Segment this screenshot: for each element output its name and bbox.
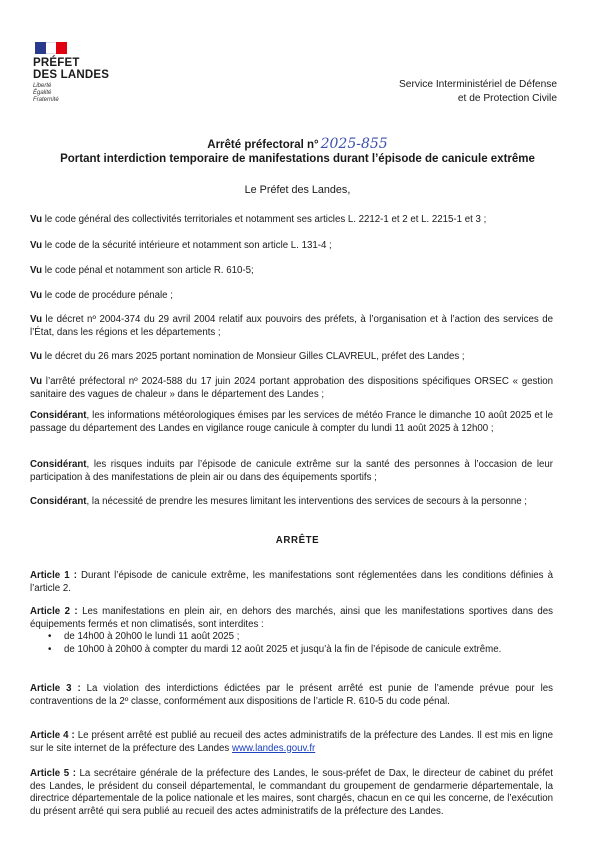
article-label: Article 2 : [30,606,78,617]
visa-label: Vu [30,314,43,325]
considerant-1 [30,410,553,435]
considerant-label: Considérant [30,496,87,507]
prefet-line: Le Préfet des Landes, [244,184,351,196]
visa-4 [30,290,553,303]
handwritten-number: 2025-855 [320,136,388,152]
article-label: Article 1 : [30,570,77,581]
prefecture-website-link[interactable]: www.landes.gouv.fr [231,742,316,754]
article-4 [30,730,553,755]
page-title [0,136,595,152]
page-subtitle: Portant interdiction temporaire de manifestations durant l’épisode de canicule extrême [60,153,535,165]
article-label: Article 3 : [30,683,81,694]
article-text: Durant l’épisode de canicule extrême, les manifestations sont réglementées dans les conditions définies à l’article 2. [30,570,553,594]
visa-label: Vu [30,265,43,276]
considerant-label: Considérant [30,410,87,421]
title-line1: Arrêté préfectoral n° [207,139,319,151]
visa-text: le code général des collectivités territoriales et notamment ses articles L. 2212-1 et 2 et L. 2215-1 et 3 ; [42,214,487,225]
list-item: • de 14h00 à 20h00 le lundi 11 août 2025 ; [48,631,553,644]
visa-label: Vu [30,376,43,387]
visa-text: le code pénal et notamment son article R. 610-5; [42,265,254,276]
visa-text: le décret du 26 mars 2025 portant nomination de Monsieur Gilles CLAVREUL, préfet des Landes ; [42,351,465,362]
list-item: • de 10h00 à 20h00 à compter du mardi 12 août 2025 et jusqu’à la fin de l’épisode de canicule extrême. [48,644,553,657]
article-text: La violation des interdictions édictées par le présent arrêté est punie de l’amende prévue pour les contraventions de la 2º classe, conformément aux dispositions de l’article R. 610-5 du code pénal. [30,683,553,707]
service-name [399,78,557,105]
considerant-text: , les risques induits par l’épisode de canicule extrême sur la santé des personnes à l’occasion de leur participation à des manifestations de plein air ou dans des équipements sportifs ; [30,459,553,483]
article-2-list [48,631,553,656]
visa-label: Vu [30,351,43,362]
service-line2: et de Protection Civile [457,92,557,104]
article-3 [30,683,553,708]
article-text: Les manifestations en plein air, en dehors des marchés, ainsi que les manifestations sportives dans des équipements fermés et non climatisés, sont interdites : [30,606,553,630]
visa-text: le décret nº 2004-374 du 29 avril 2004 relatif aux pouvoirs des préfets, à l’organisation et à l’action des services de l’État, dans les régions et les départements ; [30,314,553,338]
french-flag-icon [35,42,67,54]
motto-fraternite: Fraternité [33,97,59,103]
arrete-heading: ARRÊTE [275,535,320,546]
article-2 [30,606,553,631]
visa-5 [30,314,553,339]
considerant-2 [30,459,553,484]
article-text: La secrétaire générale de la préfecture des Landes, le sous-préfet de Dax, le directeur de cabinet du préfet des Landes, le président du conseil départemental, le commandant du groupement de gendarmerie départementale, la directrice départementale de la police nationale et les maires, sont chargés, chacun en ce qui les concerne, de l’exécution du présent arrêté qui sera publié au recueil des actes administratifs de la préfecture des Landes. [30,768,553,817]
visa-text: l’arrêté préfectoral nº 2024-588 du 17 juin 2024 portant approbation des dispositions spécifiques ORSEC « gestion sanitaire des vagues de chaleur » dans le département des Landes ; [30,376,553,400]
article-5 [30,768,553,818]
visa-6 [30,351,553,364]
visa-3 [30,265,553,278]
article-text: Le présent arrêté est publié au recueil des actes administratifs de la préfecture des Landes. Il est mis en ligne sur le site internet de la préfecture des Landes [30,730,553,754]
considerant-text: , la nécessité de prendre les mesures limitant les interventions des services de secours à la personne ; [86,496,527,507]
logo-line1: PRÉFET [33,57,80,69]
visa-label: Vu [30,290,43,301]
visa-text: le code de la sécurité intérieure et notamment son article L. 131-4 ; [42,240,332,251]
visa-label: Vu [30,214,43,225]
article-1 [30,570,553,595]
considerant-text: , les informations météorologiques émises par les services de météo France le dimanche 10 août 2025 et le passage du département des Landes en vigilance rouge canicule à compter du lundi 11 août 2025 à 12h00 ; [30,410,553,434]
logo-line2: DES LANDES [33,69,110,81]
motto-liberte: Liberté [33,83,52,89]
prefecture-logo [33,42,143,104]
visa-7 [30,376,553,401]
visa-text: le code de procédure pénale ; [42,290,173,301]
visa-2 [30,240,553,253]
considerant-3 [30,496,553,509]
article-label: Article 4 : [30,730,75,741]
motto-egalite: Égalité [33,90,52,96]
article-label: Article 5 : [30,768,76,779]
service-line1: Service Interministériel de Défense [399,79,557,90]
considerant-label: Considérant [30,459,87,470]
motto [33,83,143,104]
visa-1 [30,214,553,227]
visa-label: Vu [30,240,43,251]
